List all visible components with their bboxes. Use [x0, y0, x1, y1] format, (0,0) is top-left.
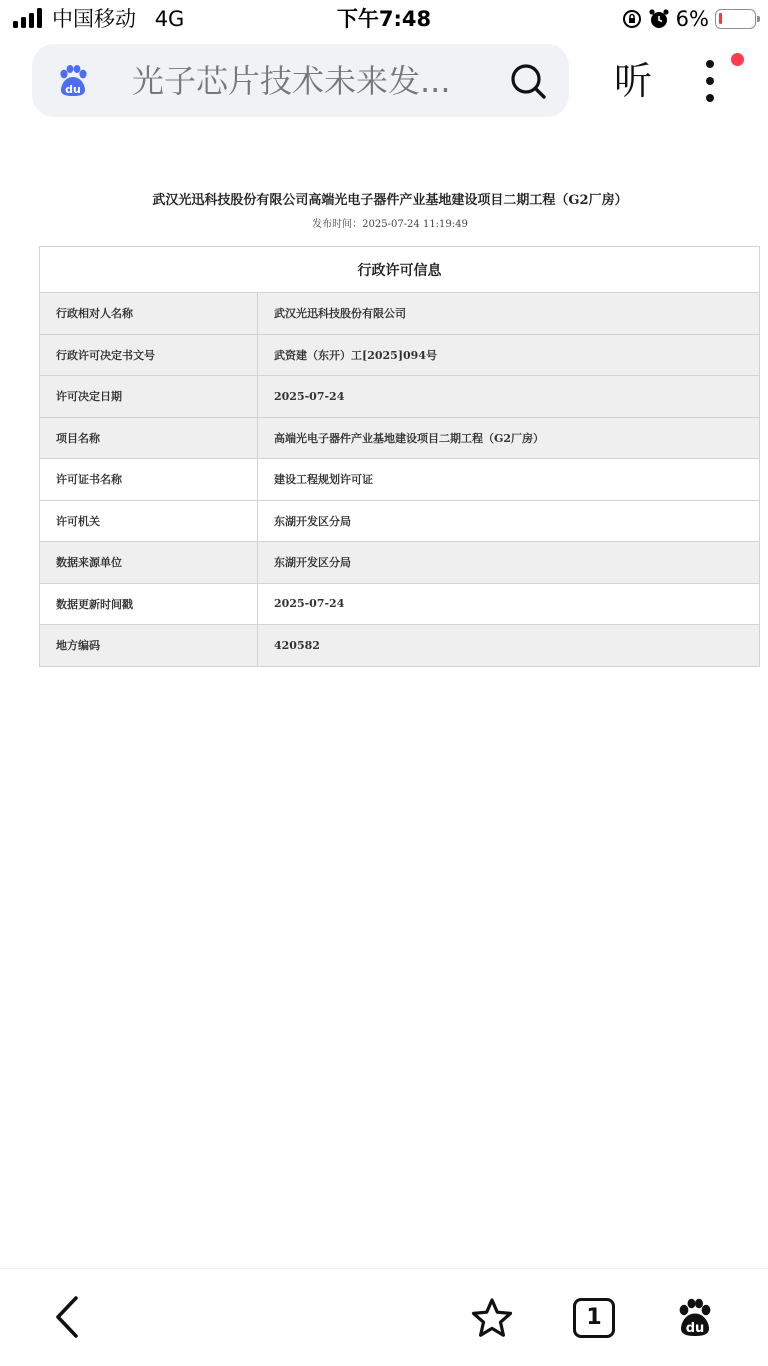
- row-label: 行政相对人名称: [40, 293, 258, 335]
- permit-info-table: [39, 246, 760, 667]
- row-label: 项目名称: [40, 417, 258, 459]
- table-row: [40, 417, 760, 459]
- battery-percent: 6%: [675, 7, 709, 31]
- search-icon[interactable]: [509, 62, 547, 100]
- more-icon[interactable]: [700, 58, 720, 104]
- table-row: [40, 500, 760, 542]
- orientation-lock-icon: [622, 9, 642, 29]
- baidu-home-icon[interactable]: [675, 1298, 715, 1338]
- table-row: [40, 459, 760, 501]
- row-value: 东湖开发区分局: [258, 500, 760, 542]
- row-value: 2025-07-24: [258, 376, 760, 418]
- row-value: 武汉光迅科技股份有限公司: [258, 293, 760, 335]
- row-label: 数据来源单位: [40, 542, 258, 584]
- table-heading: 行政许可信息: [40, 247, 760, 293]
- tab-count: 1: [586, 1305, 602, 1330]
- row-label: 数据更新时间戳: [40, 583, 258, 625]
- svg-text:du: du: [685, 1321, 705, 1336]
- baidu-paw-icon: [56, 64, 90, 98]
- back-icon[interactable]: [52, 1295, 82, 1339]
- status-bar: [0, 0, 768, 40]
- search-bar[interactable]: [32, 44, 569, 117]
- table-row: [40, 625, 760, 667]
- table-row: [40, 583, 760, 625]
- network-type: 4G: [154, 7, 185, 31]
- publish-time: 发布时间：2025-07-24 11:19:49: [312, 219, 468, 230]
- table-row: [40, 376, 760, 418]
- row-value: 2025-07-24: [258, 583, 760, 625]
- row-label: 许可决定日期: [40, 376, 258, 418]
- row-value: 420582: [258, 625, 760, 667]
- status-time: 下午7:48: [336, 7, 432, 31]
- tabs-icon[interactable]: [573, 1298, 615, 1338]
- table-header-row: [40, 247, 760, 293]
- table-row: [40, 293, 760, 335]
- notification-dot: [731, 53, 744, 66]
- row-value: 武资建（东开）工[2025]094号: [258, 334, 760, 376]
- status-right: [622, 5, 756, 33]
- svg-text:du: du: [65, 83, 81, 96]
- battery-icon: [715, 9, 756, 29]
- row-label: 行政许可决定书文号: [40, 334, 258, 376]
- row-label: 许可机关: [40, 500, 258, 542]
- row-value: 高端光电子器件产业基地建设项目二期工程（G2厂房）: [258, 417, 760, 459]
- row-value: 东湖开发区分局: [258, 542, 760, 584]
- table-row: [40, 334, 760, 376]
- bottom-toolbar: [0, 1268, 768, 1366]
- row-value: 建设工程规划许可证: [258, 459, 760, 501]
- battery-level: [719, 13, 722, 24]
- document-title: 武汉光迅科技股份有限公司高端光电子器件产业基地建设项目二期工程（G2厂房）: [152, 193, 628, 208]
- carrier-name: 中国移动: [52, 7, 136, 31]
- row-label: 地方编码: [40, 625, 258, 667]
- listen-button[interactable]: 听: [614, 59, 653, 103]
- table-row: [40, 542, 760, 584]
- row-label: 许可证书名称: [40, 459, 258, 501]
- star-icon[interactable]: [470, 1297, 514, 1339]
- search-query-text[interactable]: 光子芯片技术未来发...: [132, 62, 451, 100]
- alarm-icon: [648, 8, 670, 30]
